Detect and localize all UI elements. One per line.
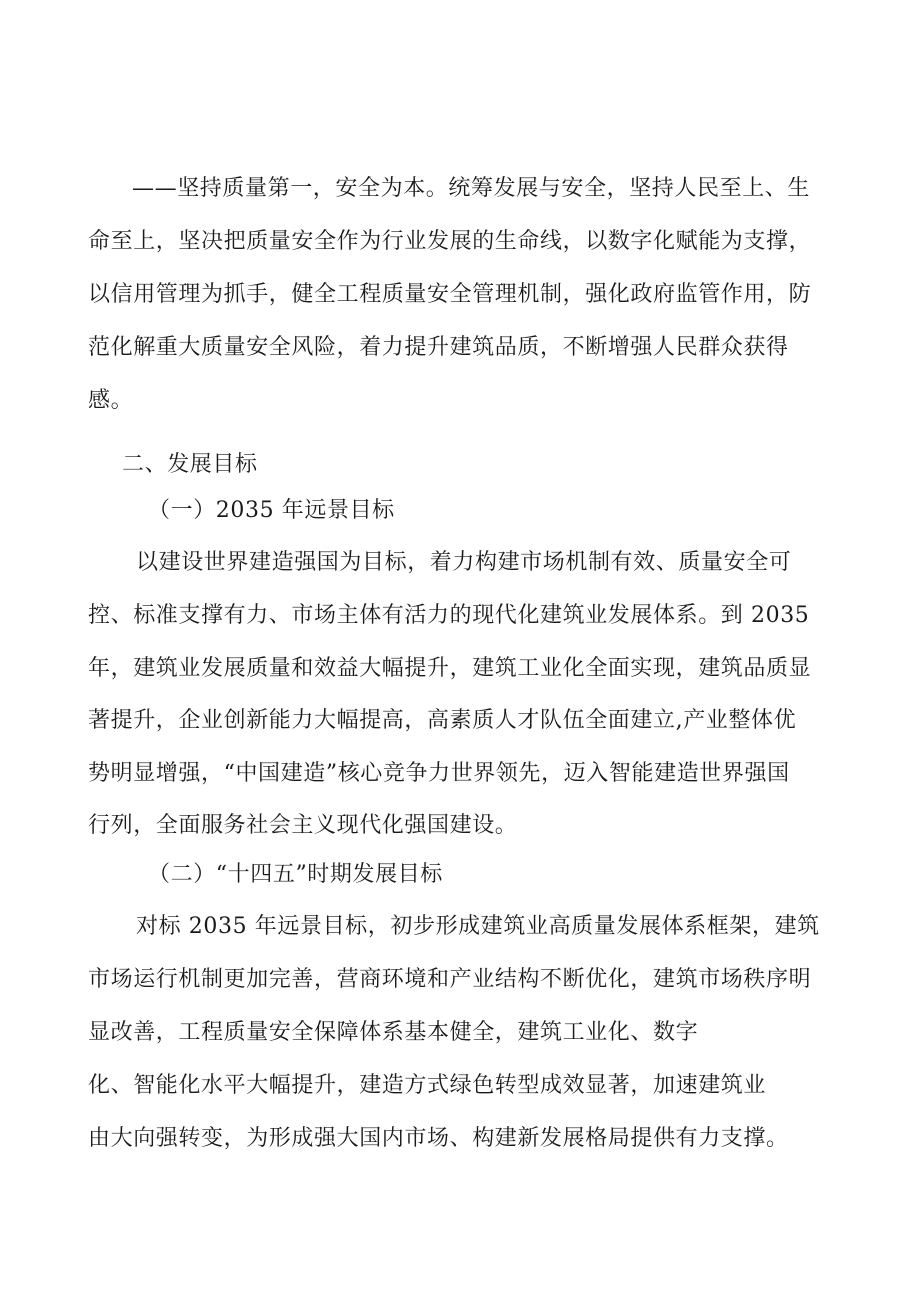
paragraph-line: ——坚持质量第一，安全为本。统筹发展与安全，坚持人民至上、生 — [132, 176, 811, 201]
paragraph-line: 以信用管理为抓手，健全工程质量安全管理机制，强化政府监管作用，防 — [88, 282, 812, 307]
subsection-heading: （一）2035 年远景目标 — [148, 498, 395, 523]
paragraph-line: 以建设世界建造强国为目标，着力构建市场机制有效、质量安全可 — [136, 550, 792, 575]
paragraph-line: 由大向强转变，为形成强大国内市场、构建新发展格局提供有力支撑。 — [88, 1126, 789, 1151]
paragraph-line: 化、智能化水平大幅提升，建造方式绿色转型成效显著，加速建筑业 — [88, 1073, 767, 1098]
paragraph-line: 控、标准支撑有力、市场主体有活力的现代化建筑业发展体系。到 2035 — [88, 603, 810, 628]
paragraph-line: 行列，全面服务社会主义现代化强国建设。 — [88, 813, 518, 838]
paragraph-line: 对标 2035 年远景目标，初步形成建筑业高质量发展体系框架，建筑 — [136, 914, 820, 939]
paragraph-line: 命至上，坚决把质量安全作为行业发展的生命线，以数字化赋能为支撑， — [88, 229, 812, 254]
paragraph-line: 势明显增强，“中国建造”核心竞争力世界领先，迈入智能建造世界强国 — [88, 761, 790, 786]
paragraph-line: 范化解重大质量安全风险，着力提升建筑品质，不断增强人民群众获得 — [88, 335, 789, 360]
paragraph-line: 市场运行机制更加完善，营商环境和产业结构不断优化，建筑市场秩序明 — [88, 967, 812, 992]
paragraph-line: 显改善，工程质量安全保障体系基本健全，建筑工业化、数字 — [88, 1020, 699, 1045]
paragraph-line: 年，建筑业发展质量和效益大幅提升，建筑工业化全面实现，建筑品质显 — [88, 656, 812, 681]
section-heading: 二、发展目标 — [122, 452, 258, 477]
subsection-heading: （二）“十四五”时期发展目标 — [148, 862, 443, 887]
paragraph-line: 感。 — [88, 388, 134, 413]
paragraph-line: 著提升，企业创新能力大幅提高，高素质人才队伍全面建立,产业整体优 — [88, 708, 797, 733]
